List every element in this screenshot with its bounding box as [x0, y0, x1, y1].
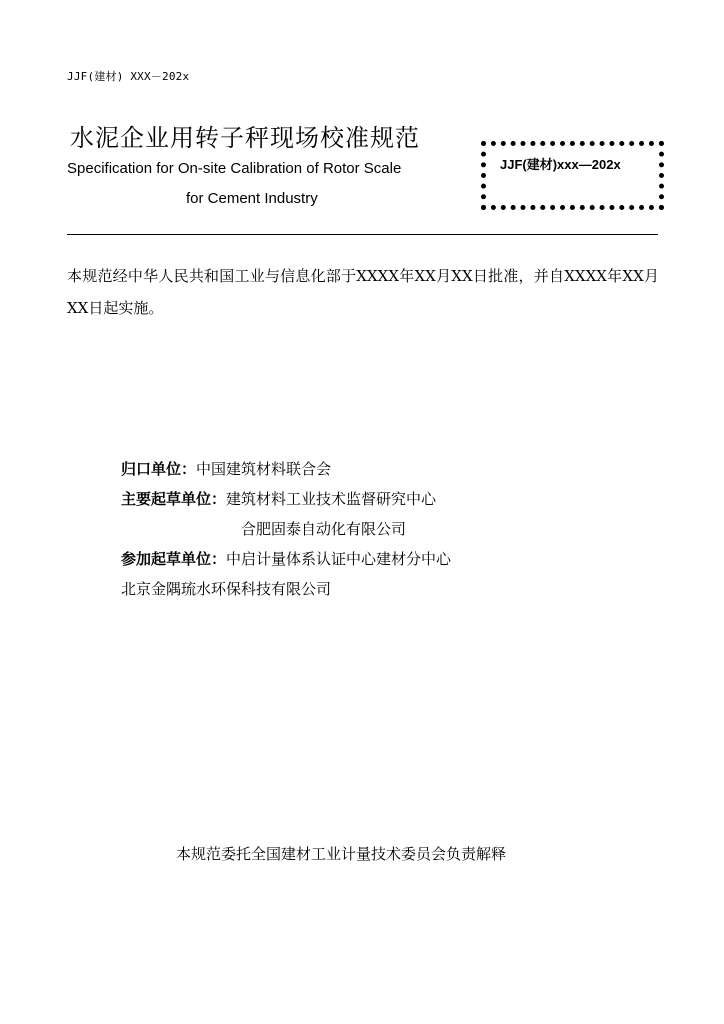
document-title-english-line1: Specification for On-site Calibration of Rotor Scale: [67, 160, 402, 177]
title-divider: [67, 234, 658, 235]
document-code-box-text: JJF(建材)xxx—202x: [500, 157, 621, 172]
document-title-chinese: 水泥企业用转子秤现场校准规范: [70, 124, 420, 152]
participating-drafting-unit-value-1: 中启计量体系认证中心建材分中心: [226, 550, 452, 568]
responsible-unit-label: 归口单位：: [121, 460, 197, 478]
interpretation-statement: 本规范委托全国建材工业计量技术委员会负责解释: [176, 845, 507, 863]
responsible-unit-line: [121, 458, 331, 479]
main-drafting-unit-line-2: [241, 518, 406, 539]
document-code-header: JJF(建材) XXX－202x: [67, 70, 190, 83]
participating-drafting-unit-line-2: [121, 578, 331, 599]
participating-drafting-unit-label: 参加起草单位：: [121, 550, 227, 568]
main-drafting-unit-value-1: 建筑材料工业技术监督研究中心: [226, 490, 437, 508]
participating-drafting-unit-line: [121, 548, 451, 569]
main-drafting-unit-label: 主要起草单位：: [121, 490, 227, 508]
participating-drafting-unit-value-2: 北京金隅琉水环保科技有限公司: [121, 580, 332, 598]
approval-statement: 本规范经中华人民共和国工业与信息化部于XXXX年XX月XX日批准，并自XXXX年XX月XX日起实施。: [67, 267, 659, 317]
document-code-box: [481, 141, 664, 210]
main-drafting-unit-line: [121, 488, 436, 509]
main-drafting-unit-value-2: 合肥固泰自动化有限公司: [241, 520, 407, 538]
responsible-unit-value: 中国建筑材料联合会: [196, 460, 332, 478]
document-title-english-line2: for Cement Industry: [186, 190, 318, 207]
